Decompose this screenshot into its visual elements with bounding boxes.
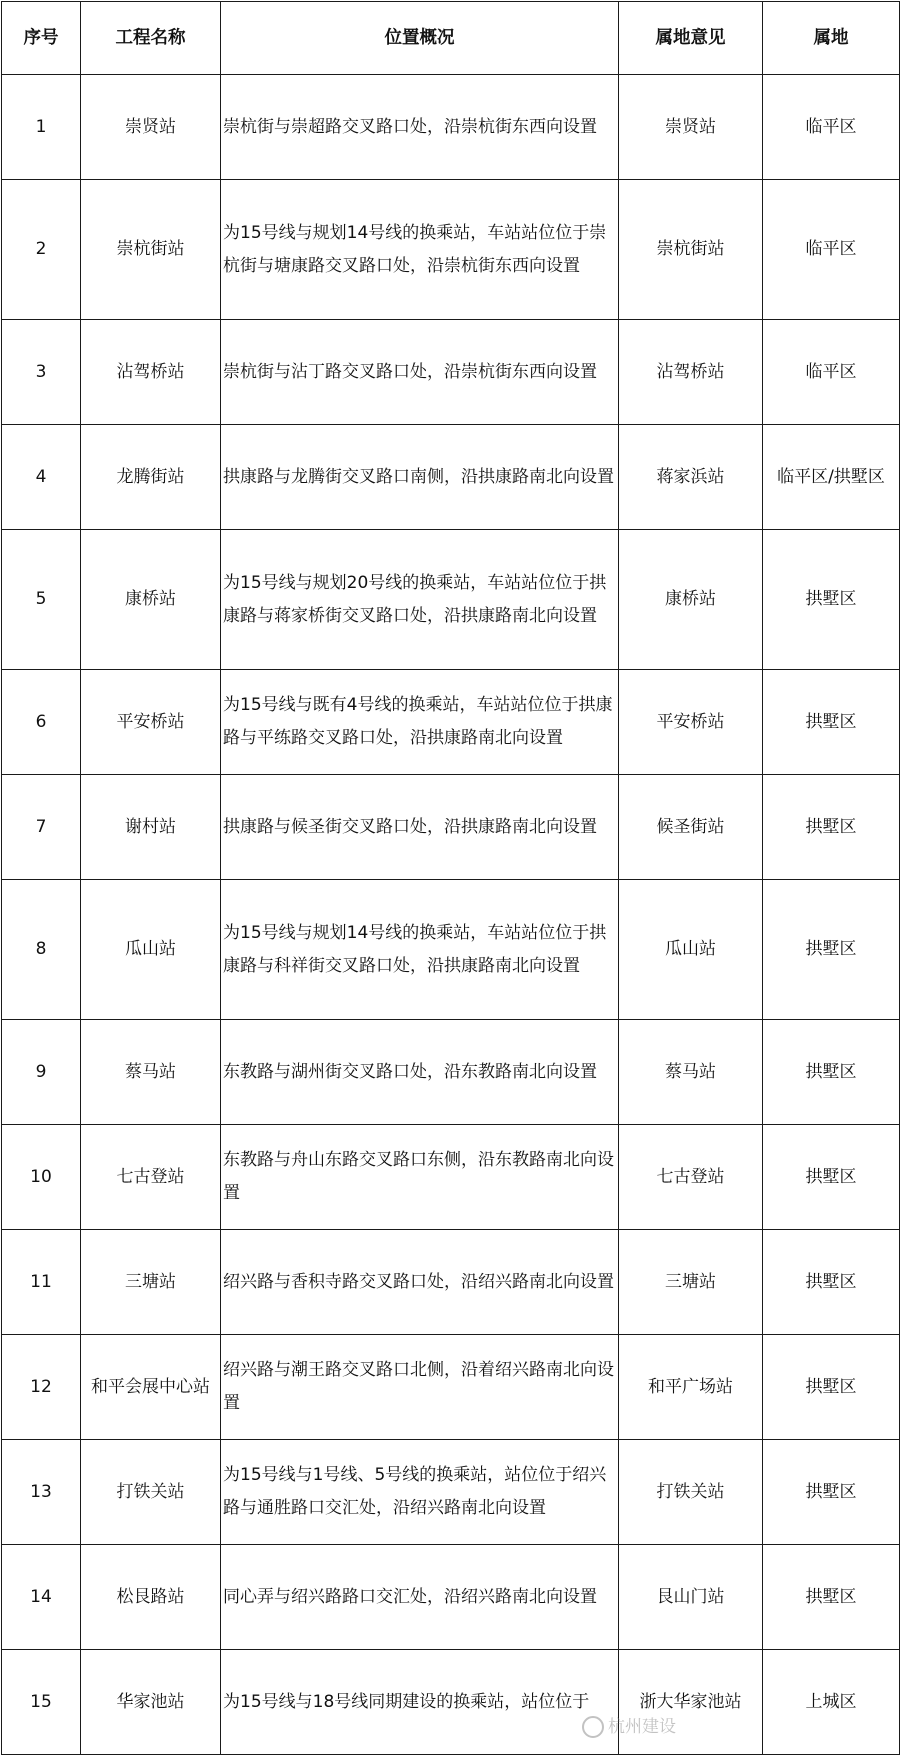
table-row: [2, 180, 900, 320]
row-no: 4: [2, 425, 81, 530]
row-district: 拱墅区: [763, 1440, 900, 1545]
table-row: [2, 775, 900, 880]
row-opinion: 打铁关站: [619, 1440, 763, 1545]
row-no: 11: [2, 1230, 81, 1335]
row-name: 三塘站: [81, 1230, 221, 1335]
row-district: 拱墅区: [763, 1020, 900, 1125]
row-district: 拱墅区: [763, 775, 900, 880]
row-district: 拱墅区: [763, 1545, 900, 1650]
row-desc: 绍兴路与香积寺路交叉路口处，沿绍兴路南北向设置: [221, 1230, 619, 1335]
row-district: 临平区: [763, 180, 900, 320]
row-opinion: 三塘站: [619, 1230, 763, 1335]
row-opinion: 瓜山站: [619, 880, 763, 1020]
row-name: 七古登站: [81, 1125, 221, 1230]
row-no: 14: [2, 1545, 81, 1650]
station-table: [1, 1, 900, 1755]
row-desc: 崇杭街与沾丁路交叉路口处，沿崇杭街东西向设置: [221, 320, 619, 425]
row-name: 崇贤站: [81, 75, 221, 180]
row-district: 上城区: [763, 1650, 900, 1755]
row-no: 8: [2, 880, 81, 1020]
row-no: 7: [2, 775, 81, 880]
row-desc: 拱康路与龙腾街交叉路口南侧，沿拱康路南北向设置: [221, 425, 619, 530]
watermark-text: 杭州建设: [608, 1717, 676, 1737]
header-no: 序号: [2, 2, 81, 75]
table-row: [2, 670, 900, 775]
row-desc: 拱康路与候圣街交叉路口处，沿拱康路南北向设置: [221, 775, 619, 880]
row-opinion: 沾驾桥站: [619, 320, 763, 425]
row-name: 康桥站: [81, 530, 221, 670]
row-desc: 崇杭街与崇超路交叉路口处，沿崇杭街东西向设置: [221, 75, 619, 180]
row-no: 13: [2, 1440, 81, 1545]
header-local-opinion: 属地意见: [619, 2, 763, 75]
row-name: 平安桥站: [81, 670, 221, 775]
row-opinion: 蔡马站: [619, 1020, 763, 1125]
row-district: 临平区: [763, 320, 900, 425]
row-desc: 为15号线与规划14号线的换乘站，车站站位位于拱康路与科祥街交叉路口处，沿拱康路南北向设置: [221, 880, 619, 1020]
header-district: 属地: [763, 2, 900, 75]
row-no: 1: [2, 75, 81, 180]
row-opinion: 艮山门站: [619, 1545, 763, 1650]
row-desc: 为15号线与规划14号线的换乘站，车站站位位于崇杭街与塘康路交叉路口处，沿崇杭街东西向设置: [221, 180, 619, 320]
row-district: 临平区/拱墅区: [763, 425, 900, 530]
table-row: [2, 320, 900, 425]
row-opinion: 蒋家浜站: [619, 425, 763, 530]
row-no: 6: [2, 670, 81, 775]
row-opinion: 康桥站: [619, 530, 763, 670]
row-no: 3: [2, 320, 81, 425]
row-district: 拱墅区: [763, 1125, 900, 1230]
row-opinion: 七古登站: [619, 1125, 763, 1230]
row-opinion: 候圣街站: [619, 775, 763, 880]
table-row: [2, 1545, 900, 1650]
row-name: 崇杭街站: [81, 180, 221, 320]
watermark: [582, 1712, 676, 1738]
row-desc: 为15号线与18号线同期建设的换乘站，站位位于: [221, 1650, 619, 1755]
row-name: 谢村站: [81, 775, 221, 880]
row-district: 临平区: [763, 75, 900, 180]
row-name: 华家池站: [81, 1650, 221, 1755]
table-header-row: [2, 2, 900, 75]
row-district: 拱墅区: [763, 530, 900, 670]
row-name: 打铁关站: [81, 1440, 221, 1545]
table-row: [2, 1020, 900, 1125]
table-row: [2, 75, 900, 180]
row-no: 12: [2, 1335, 81, 1440]
row-name: 松艮路站: [81, 1545, 221, 1650]
row-name: 和平会展中心站: [81, 1335, 221, 1440]
row-desc: 为15号线与1号线、5号线的换乘站，站位位于绍兴路与通胜路口交汇处，沿绍兴路南北向设置: [221, 1440, 619, 1545]
row-opinion: 崇杭街站: [619, 180, 763, 320]
row-desc: 东教路与湖州街交叉路口处，沿东教路南北向设置: [221, 1020, 619, 1125]
row-opinion: 浙大华家池站: [619, 1650, 763, 1755]
wechat-icon: [582, 1716, 604, 1738]
row-no: 9: [2, 1020, 81, 1125]
row-desc: 东教路与舟山东路交叉路口东侧，沿东教路南北向设置: [221, 1125, 619, 1230]
row-no: 10: [2, 1125, 81, 1230]
row-opinion: 和平广场站: [619, 1335, 763, 1440]
row-name: 蔡马站: [81, 1020, 221, 1125]
row-district: 拱墅区: [763, 1230, 900, 1335]
table-row: [2, 1440, 900, 1545]
table-row: [2, 425, 900, 530]
table-row: [2, 1230, 900, 1335]
row-name: 龙腾街站: [81, 425, 221, 530]
header-location: 位置概况: [221, 2, 619, 75]
row-name: 瓜山站: [81, 880, 221, 1020]
row-opinion: 崇贤站: [619, 75, 763, 180]
header-project-name: 工程名称: [81, 2, 221, 75]
row-desc: 为15号线与既有4号线的换乘站，车站站位位于拱康路与平练路交叉路口处，沿拱康路南北向设置: [221, 670, 619, 775]
table-row: [2, 1650, 900, 1755]
row-name: 沾驾桥站: [81, 320, 221, 425]
table-row: [2, 530, 900, 670]
row-no: 15: [2, 1650, 81, 1755]
table-row: [2, 880, 900, 1020]
row-desc: 绍兴路与潮王路交叉路口北侧，沿着绍兴路南北向设置: [221, 1335, 619, 1440]
row-no: 2: [2, 180, 81, 320]
row-desc: 同心弄与绍兴路路口交汇处，沿绍兴路南北向设置: [221, 1545, 619, 1650]
row-district: 拱墅区: [763, 670, 900, 775]
row-district: 拱墅区: [763, 880, 900, 1020]
row-no: 5: [2, 530, 81, 670]
row-district: 拱墅区: [763, 1335, 900, 1440]
row-desc: 为15号线与规划20号线的换乘站，车站站位位于拱康路与蒋家桥街交叉路口处，沿拱康路南北向设置: [221, 530, 619, 670]
table-row: [2, 1335, 900, 1440]
table-row: [2, 1125, 900, 1230]
row-opinion: 平安桥站: [619, 670, 763, 775]
